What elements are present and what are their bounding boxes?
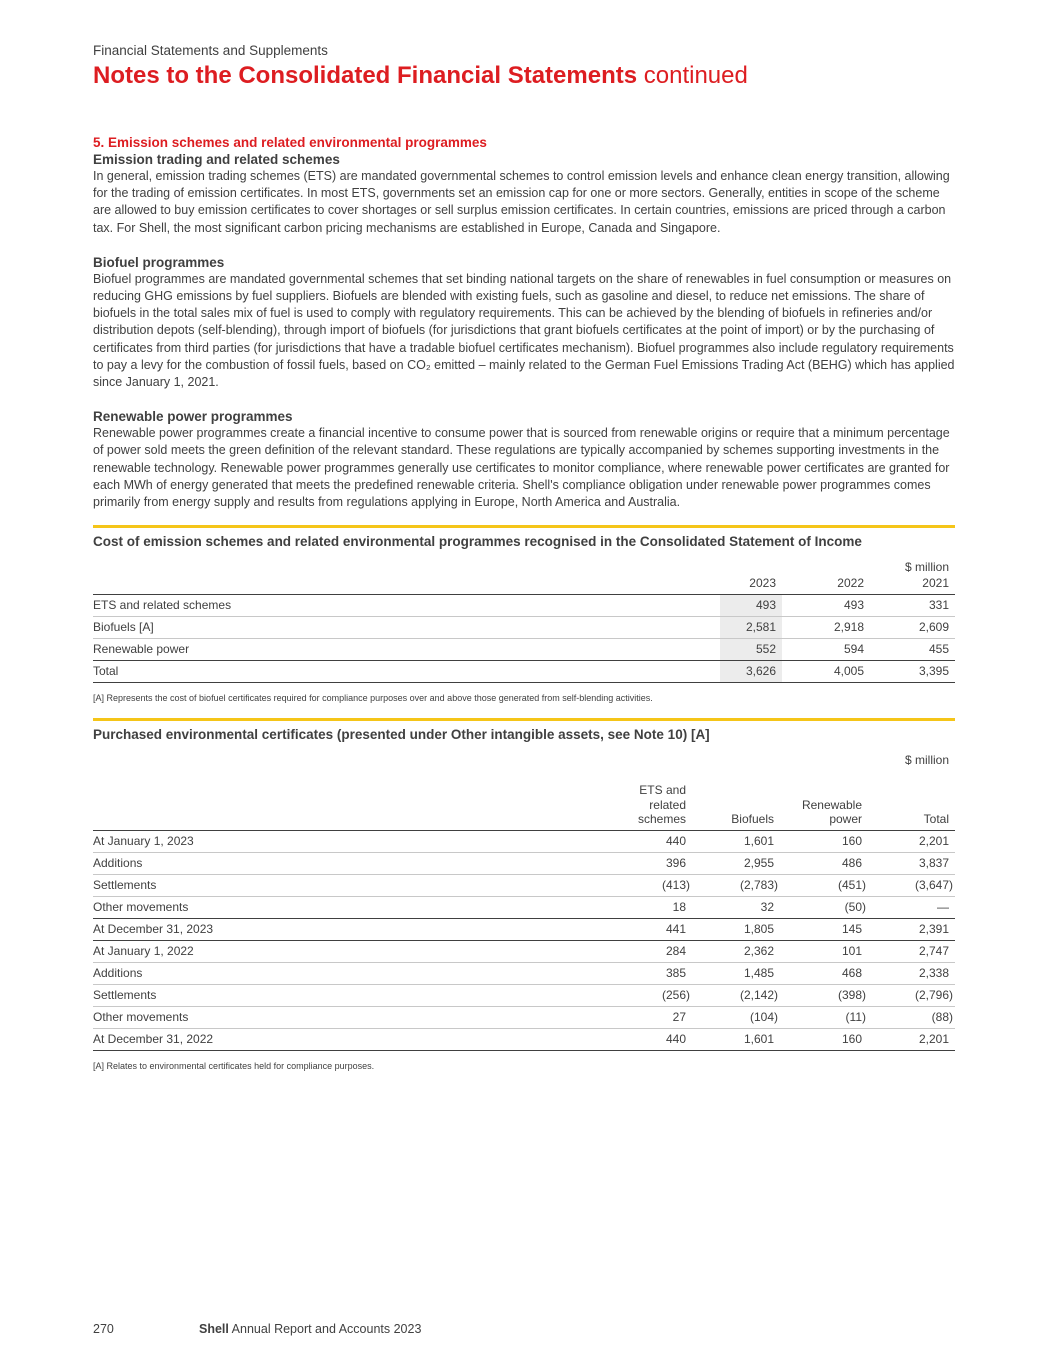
- table-cell: 101: [780, 940, 868, 962]
- table-cell: —: [868, 896, 955, 918]
- table-cell: 1,485: [692, 962, 780, 984]
- table-cell: (88): [868, 1006, 955, 1028]
- table-row: [93, 962, 955, 984]
- column-header: Biofuels: [692, 767, 780, 831]
- table-cell: 1,601: [692, 830, 780, 852]
- subsection-heading-ets: Emission trading and related schemes: [93, 152, 340, 167]
- table-cell: 2,747: [868, 940, 955, 962]
- row-label: At January 1, 2023: [93, 830, 603, 852]
- table-row: [93, 940, 955, 962]
- row-label: Renewable power: [93, 638, 720, 660]
- table-cell: 385: [603, 962, 692, 984]
- column-header: ETS and related schemes: [603, 767, 692, 831]
- table-cell: 3,626: [720, 660, 782, 682]
- table-cell: 331: [870, 594, 955, 616]
- row-label: At December 31, 2023: [93, 918, 603, 940]
- paragraph-ets: In general, emission trading schemes (ETS) are mandated governmental schemes to control emission levels and enhance clean energy transition, allowing for the trading of emission certificates. In most ETS, governments set an emission cap for one or more sectors. Generally, entities in scope of the scheme are allowed to buy emission certificates to cover shortages or sell surplus emission certificates. In certain countries, emissions are priced through a carbon tax. For Shell, the most significant carbon pricing mechanisms are established in Europe, Canada and Singapore.: [93, 169, 950, 235]
- table-row: [93, 638, 955, 660]
- table-cell: 2,201: [868, 830, 955, 852]
- table-cell: (3,647): [868, 874, 955, 896]
- table-cell: (50): [780, 896, 868, 918]
- table-cell: 2,201: [868, 1028, 955, 1050]
- table-cell: 440: [603, 830, 692, 852]
- table-cell: (2,796): [868, 984, 955, 1006]
- table-cell: 27: [603, 1006, 692, 1028]
- table-cell: 2,338: [868, 962, 955, 984]
- table-cell: (2,783): [692, 874, 780, 896]
- unit-label: $ million: [904, 560, 949, 575]
- table-cell: 441: [603, 918, 692, 940]
- certificates-table-footnote: [A] Relates to environmental certificates held for compliance purposes.: [93, 1060, 375, 1071]
- row-label: Settlements: [93, 984, 603, 1006]
- table-cell: 284: [603, 940, 692, 962]
- subsection-heading-biofuel: Biofuel programmes: [93, 254, 225, 270]
- row-label: Settlements: [93, 874, 603, 896]
- table-cell: 18: [603, 896, 692, 918]
- table-cell: (2,142): [692, 984, 780, 1006]
- row-label: At December 31, 2022: [93, 1028, 603, 1050]
- table-cell: 594: [782, 638, 870, 660]
- table-row: [93, 918, 955, 940]
- table-row: [93, 616, 955, 638]
- page-title-suffix: continued: [643, 62, 748, 89]
- table-cell: 4,005: [782, 660, 870, 682]
- column-header: 2023: [720, 574, 782, 594]
- table-row: [93, 594, 955, 616]
- column-header: 2022: [782, 574, 870, 594]
- page-title-main: Notes to the Consolidated Financial Statements: [93, 62, 638, 89]
- table-row: [93, 852, 955, 874]
- table-row: [93, 1028, 955, 1050]
- row-label: Additions: [93, 962, 603, 984]
- table-cell: 160: [780, 830, 868, 852]
- unit-label: $ million: [904, 752, 949, 767]
- table-row-total: [93, 660, 955, 682]
- table-cell: 1,805: [692, 918, 780, 940]
- row-label: Other movements: [93, 896, 603, 918]
- table-cell: 440: [603, 1028, 692, 1050]
- table-cell: 455: [870, 638, 955, 660]
- table-cell: 486: [780, 852, 868, 874]
- row-label: Total: [93, 660, 720, 682]
- table-cell: 160: [780, 1028, 868, 1050]
- row-label: At January 1, 2022: [93, 940, 603, 962]
- table-cell: 2,581: [720, 616, 782, 638]
- table-row: [93, 874, 955, 896]
- table-cell: 3,837: [868, 852, 955, 874]
- table-row: [93, 830, 955, 852]
- table-cell: (256): [603, 984, 692, 1006]
- table-cell: 2,609: [870, 616, 955, 638]
- table-cell: 493: [720, 594, 782, 616]
- table-cell: 2,391: [868, 918, 955, 940]
- table-row: [93, 1006, 955, 1028]
- table-cell: (413): [603, 874, 692, 896]
- section-title: 5. Emission schemes and related environmental programmes: [93, 135, 487, 150]
- cost-table-block: [93, 525, 955, 704]
- table-cell: 396: [603, 852, 692, 874]
- row-label: Additions: [93, 852, 603, 874]
- table-cell: 2,918: [782, 616, 870, 638]
- table-cell: (11): [780, 1006, 868, 1028]
- certificates-table-body: [93, 830, 955, 1050]
- note-content: [93, 134, 955, 1072]
- table-cell: 493: [782, 594, 870, 616]
- table-cell: 552: [720, 638, 782, 660]
- subsection-heading-renewable: Renewable power programmes: [93, 409, 293, 425]
- certificates-table-title: Purchased environmental certificates (presented under Other intangible assets, see Note 10) [A]: [93, 726, 710, 742]
- table-cell: 3,395: [870, 660, 955, 682]
- table-cell: 2,362: [692, 940, 780, 962]
- table-cell: 145: [780, 918, 868, 940]
- row-label: Other movements: [93, 1006, 603, 1028]
- table-cell: 468: [780, 962, 868, 984]
- cost-table: [93, 550, 955, 683]
- paragraph-biofuel: Biofuel programmes are mandated governmental schemes that set binding national targets on the share of renewables in fuel consumption or measures on reducing GHG emissions by fuel suppliers. Biofuels are blended with existing fuels, such as gasoline and diesel, to reduce net emissions. The share of biofuels in the total sales mix of fuel is used to comply with regulatory requirements. This can be achieved by the blending of biofuels in refineries and/or distribution depots (self-blending), through import of biofuels (for jurisdictions that grant biofuels certificates at the point of import) or by the purchasing of certificates from third parties (for jurisdictions that have a tradable biofuel certificates mechanism). Biofuel programmes also include regulatory requirements to pay a levy for the combustion of fossil fuels, based on CO₂ emitted – mainly related to the German Fuel Emissions Trading Act (BEHG) which has applied since January 1, 2021.: [93, 271, 955, 390]
- page-title: [93, 62, 748, 90]
- table-cell: 1,601: [692, 1028, 780, 1050]
- row-label: ETS and related schemes: [93, 594, 720, 616]
- running-head: Financial Statements and Supplements: [93, 43, 328, 58]
- table-cell: 32: [692, 896, 780, 918]
- page-number: 270: [93, 1322, 114, 1336]
- table-row: [93, 896, 955, 918]
- column-header: Total: [868, 767, 955, 831]
- column-header: 2021: [870, 574, 955, 594]
- cost-table-title: Cost of emission schemes and related environmental programmes recognised in the Consolidated Statement of Income: [93, 534, 862, 550]
- table-cell: (398): [780, 984, 868, 1006]
- row-label: Biofuels [A]: [93, 616, 720, 638]
- certificates-table-block: [93, 718, 955, 1072]
- brand-name: Shell: [199, 1322, 229, 1336]
- column-header: Renewable power: [780, 767, 868, 831]
- certificates-table: [93, 743, 955, 1051]
- table-cell: (104): [692, 1006, 780, 1028]
- publication-title: Annual Report and Accounts 2023: [231, 1322, 422, 1336]
- table-row: [93, 984, 955, 1006]
- table-cell: 2,955: [692, 852, 780, 874]
- table-cell: (451): [780, 874, 868, 896]
- paragraph-renewable: Renewable power programmes create a financial incentive to consume power that is sourced from renewable origins or require that a minimum percentage of power sold meets the green definition of the relevant standard. These regulations are typically accompanied by schemes supporting investments in the renewable technology. Renewable power programmes generally use certificates to monitor compliance, where renewable power certificates are granted for each MWh of energy generated that meets the predefined renewable criteria. Shell's compliance obligation under renewable power programmes comes primarily from energy supply and results from regulations applying in Europe, North America and Australia.: [93, 426, 950, 510]
- cost-table-footnote: [A] Represents the cost of biofuel certificates required for compliance purposes over and above those generated from self-blending activities.: [93, 692, 653, 703]
- page-footer: [93, 1322, 421, 1336]
